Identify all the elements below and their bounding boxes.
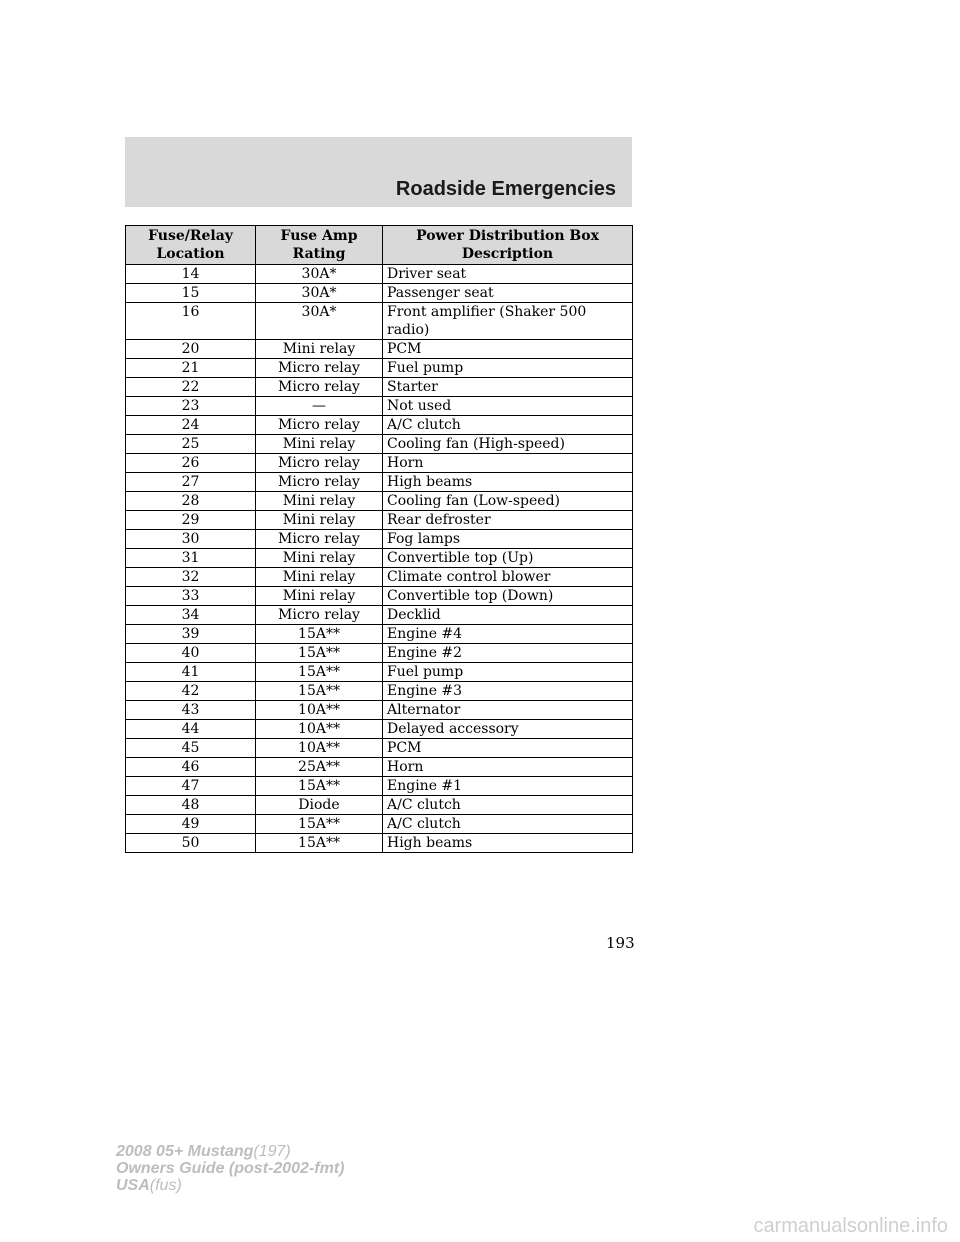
table-row: [126, 777, 633, 796]
table-row: [126, 435, 633, 454]
footer-line-1: [116, 1143, 344, 1160]
cell-location: 45: [126, 739, 256, 758]
table-row: [126, 758, 633, 777]
cell-amp-rating: 30A*: [256, 265, 383, 284]
table-row: [126, 511, 633, 530]
cell-amp-rating: Micro relay: [256, 473, 383, 492]
cell-amp-rating: Mini relay: [256, 568, 383, 587]
table-row: [126, 284, 633, 303]
cell-description: Alternator: [383, 701, 633, 720]
cell-location: 43: [126, 701, 256, 720]
cell-description: Climate control blower: [383, 568, 633, 587]
cell-amp-rating: 10A**: [256, 720, 383, 739]
cell-description: Engine #3: [383, 682, 633, 701]
cell-location: 27: [126, 473, 256, 492]
cell-location: 20: [126, 340, 256, 359]
cell-location: 44: [126, 720, 256, 739]
table-row: [126, 359, 633, 378]
cell-location: 50: [126, 834, 256, 853]
cell-description: PCM: [383, 739, 633, 758]
cell-amp-rating: 10A**: [256, 739, 383, 758]
cell-amp-rating: Micro relay: [256, 454, 383, 473]
table-row: [126, 303, 633, 340]
cell-amp-rating: 15A**: [256, 644, 383, 663]
cell-description: High beams: [383, 473, 633, 492]
table-row: [126, 834, 633, 853]
cell-description: Rear defroster: [383, 511, 633, 530]
footer-info: [116, 1143, 344, 1194]
table-row: [126, 682, 633, 701]
footer-model: 2008 05+ Mustang: [116, 1143, 254, 1160]
table-row: [126, 568, 633, 587]
cell-location: 23: [126, 397, 256, 416]
cell-description: A/C clutch: [383, 815, 633, 834]
cell-amp-rating: Micro relay: [256, 416, 383, 435]
cell-amp-rating: Micro relay: [256, 378, 383, 397]
cell-amp-rating: 10A**: [256, 701, 383, 720]
footer-market-code: (fus): [149, 1177, 182, 1194]
cell-description: A/C clutch: [383, 416, 633, 435]
cell-description: Driver seat: [383, 265, 633, 284]
cell-description: Fuel pump: [383, 359, 633, 378]
table-row: [126, 739, 633, 758]
footer-page-ref: (197): [253, 1143, 291, 1160]
cell-description: Engine #1: [383, 777, 633, 796]
cell-description: Not used: [383, 397, 633, 416]
cell-amp-rating: 15A**: [256, 815, 383, 834]
cell-location: 34: [126, 606, 256, 625]
cell-location: 14: [126, 265, 256, 284]
cell-location: 33: [126, 587, 256, 606]
table-row: [126, 701, 633, 720]
table-row: [126, 815, 633, 834]
cell-description: Engine #2: [383, 644, 633, 663]
cell-amp-rating: Micro relay: [256, 359, 383, 378]
table-row: [126, 644, 633, 663]
cell-description: Starter: [383, 378, 633, 397]
cell-description: PCM: [383, 340, 633, 359]
table-row: [126, 340, 633, 359]
cell-amp-rating: Mini relay: [256, 587, 383, 606]
footer-guide: Owners Guide (post-2002-fmt): [116, 1160, 345, 1177]
cell-location: 24: [126, 416, 256, 435]
table-row: [126, 663, 633, 682]
cell-location: 26: [126, 454, 256, 473]
cell-description: Passenger seat: [383, 284, 633, 303]
cell-location: 41: [126, 663, 256, 682]
page-number: 193: [606, 934, 635, 952]
table-body: [126, 265, 633, 853]
table-row: [126, 587, 633, 606]
cell-location: 30: [126, 530, 256, 549]
cell-location: 42: [126, 682, 256, 701]
cell-location: 49: [126, 815, 256, 834]
cell-amp-rating: Mini relay: [256, 435, 383, 454]
section-header-band: [125, 137, 632, 207]
table-row: [126, 416, 633, 435]
cell-location: 48: [126, 796, 256, 815]
cell-location: 46: [126, 758, 256, 777]
cell-location: 28: [126, 492, 256, 511]
cell-amp-rating: Diode: [256, 796, 383, 815]
column-header-location: Fuse/Relay Location: [126, 226, 256, 265]
table-row: [126, 720, 633, 739]
cell-location: 47: [126, 777, 256, 796]
cell-description: Cooling fan (Low-speed): [383, 492, 633, 511]
cell-description: A/C clutch: [383, 796, 633, 815]
cell-amp-rating: Mini relay: [256, 511, 383, 530]
cell-location: 22: [126, 378, 256, 397]
table-row: [126, 606, 633, 625]
cell-description: Convertible top (Down): [383, 587, 633, 606]
table-row: [126, 796, 633, 815]
footer-market: USA: [116, 1177, 150, 1194]
cell-location: 25: [126, 435, 256, 454]
cell-location: 39: [126, 625, 256, 644]
cell-location: 16: [126, 303, 256, 340]
cell-amp-rating: 30A*: [256, 284, 383, 303]
cell-description: Fog lamps: [383, 530, 633, 549]
table-row: [126, 397, 633, 416]
cell-location: 29: [126, 511, 256, 530]
cell-description: Horn: [383, 758, 633, 777]
cell-description: High beams: [383, 834, 633, 853]
cell-location: 21: [126, 359, 256, 378]
cell-description: Fuel pump: [383, 663, 633, 682]
cell-amp-rating: 15A**: [256, 777, 383, 796]
cell-amp-rating: 15A**: [256, 834, 383, 853]
footer-line-2: [116, 1160, 344, 1177]
cell-description: Cooling fan (High-speed): [383, 435, 633, 454]
cell-location: 31: [126, 549, 256, 568]
cell-amp-rating: 25A**: [256, 758, 383, 777]
cell-amp-rating: Micro relay: [256, 606, 383, 625]
cell-amp-rating: 30A*: [256, 303, 383, 340]
table-row: [126, 549, 633, 568]
cell-amp-rating: 15A**: [256, 625, 383, 644]
cell-amp-rating: Mini relay: [256, 340, 383, 359]
cell-description: Engine #4: [383, 625, 633, 644]
footer-line-3: [116, 1177, 344, 1194]
table-header-row: [126, 226, 633, 265]
cell-amp-rating: 15A**: [256, 663, 383, 682]
column-header-description: Power Distribution Box Description: [383, 226, 633, 265]
cell-location: 15: [126, 284, 256, 303]
table-row: [126, 625, 633, 644]
fuse-table: [125, 225, 633, 853]
cell-location: 32: [126, 568, 256, 587]
cell-amp-rating: —: [256, 397, 383, 416]
cell-location: 40: [126, 644, 256, 663]
watermark: carmanualsonline.info: [753, 1215, 948, 1237]
cell-amp-rating: Mini relay: [256, 492, 383, 511]
table-row: [126, 530, 633, 549]
table-row: [126, 492, 633, 511]
cell-description: Front amplifier (Shaker 500 radio): [383, 303, 633, 340]
cell-amp-rating: Micro relay: [256, 530, 383, 549]
cell-amp-rating: 15A**: [256, 682, 383, 701]
table-row: [126, 265, 633, 284]
cell-description: Convertible top (Up): [383, 549, 633, 568]
cell-description: Delayed accessory: [383, 720, 633, 739]
cell-description: Horn: [383, 454, 633, 473]
table-row: [126, 378, 633, 397]
cell-amp-rating: Mini relay: [256, 549, 383, 568]
cell-description: Decklid: [383, 606, 633, 625]
table-row: [126, 454, 633, 473]
column-header-amp-rating: Fuse Amp Rating: [256, 226, 383, 265]
table-row: [126, 473, 633, 492]
section-title: Roadside Emergencies: [395, 178, 616, 200]
